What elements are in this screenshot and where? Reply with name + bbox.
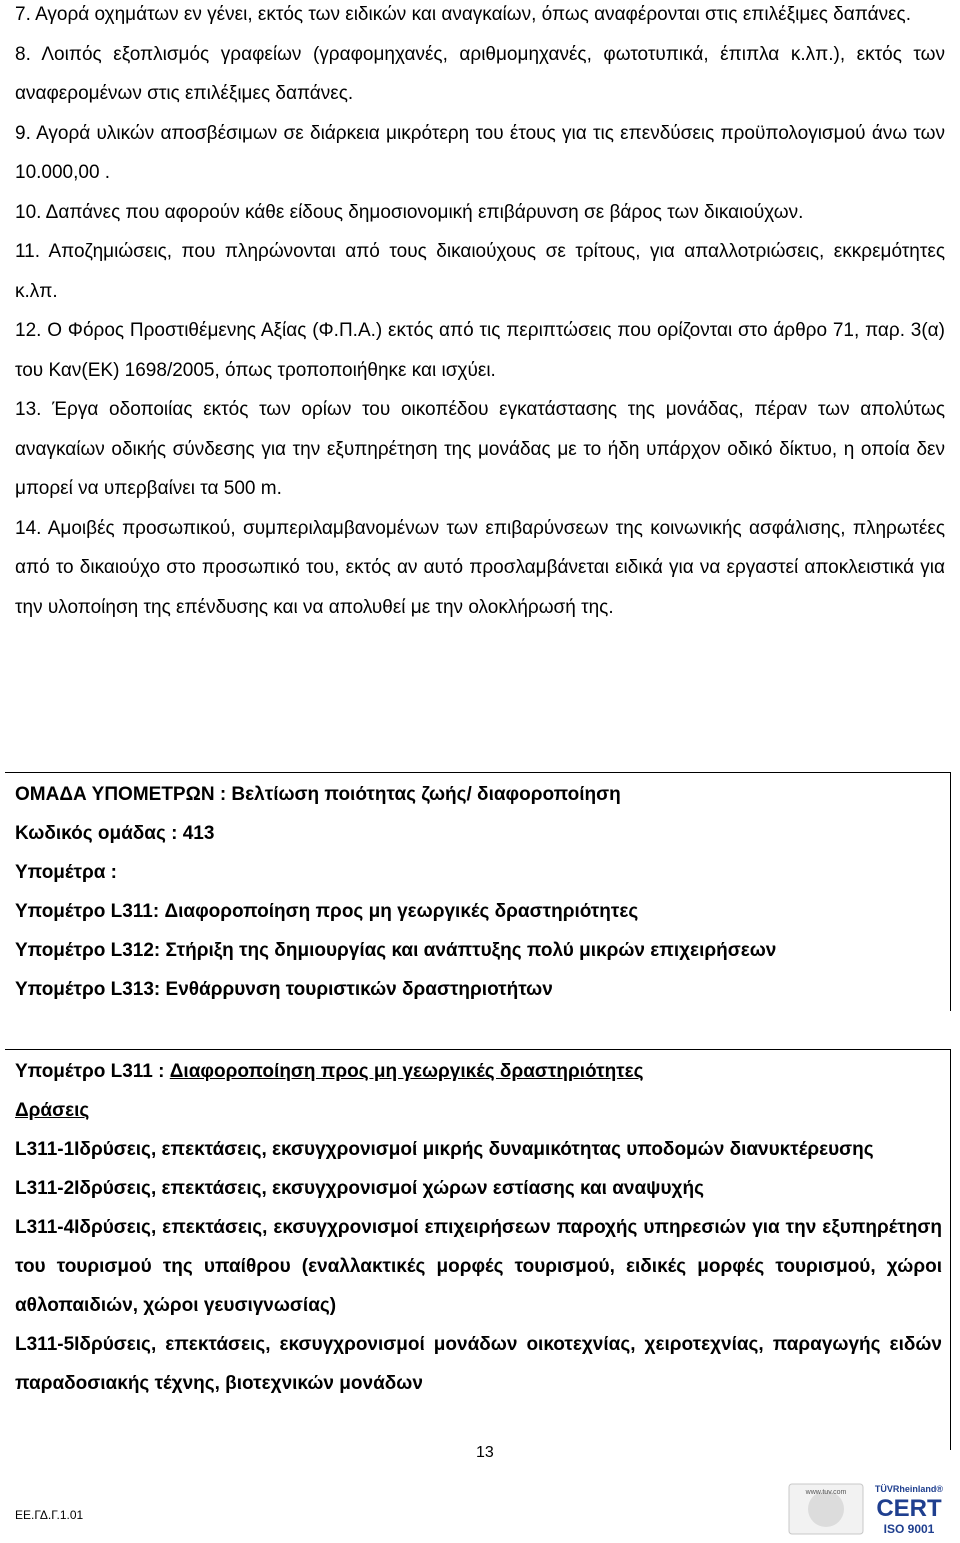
submeasure-title bbox=[15, 1052, 942, 1091]
list-item: 9. Αγορά υλικών αποσβέσιμων σε διάρκεια μικρότερη του έτους για τις επενδύσεις προϋπολογισμού άνω των 10.000,00 . bbox=[15, 122, 945, 183]
group-code: Κωδικός ομάδας : 413 bbox=[15, 823, 215, 844]
action-item: L311-2Ιδρύσεις, επεκτάσεις, εκσυγχρονισμοί χώρων εστίασης και αναψυχής bbox=[15, 1178, 704, 1199]
list-item: 10. Δαπάνες που αφορούν κάθε είδους δημοσιονομική επιβάρυνση σε βάρος των δικαιούχων. bbox=[15, 201, 804, 223]
cert-iso: ISO 9001 bbox=[883, 1522, 935, 1536]
cert-word: CERT bbox=[876, 1495, 942, 1522]
cert-brand: TÜVRheinland® bbox=[874, 1484, 944, 1494]
submeasure-title-prefix: Υπομέτρο L311 : bbox=[15, 1061, 170, 1082]
page-number: 13 bbox=[476, 1444, 494, 1461]
action-item: L311-1Ιδρύσεις, επεκτάσεις, εκσυγχρονισμοί μικρής δυναμικότητας υποδομών διανυκτέρευσης bbox=[15, 1139, 874, 1160]
list-item: 7. Αγορά οχημάτων εν γένει, εκτός των ειδικών και αναγκαίων, όπως αναφέρονται στις επιλέξιμες δαπάνες. bbox=[15, 4, 911, 25]
submeasure-item: Υπομέτρο L312: Στήριξη της δημιουργίας και ανάπτυξης πολύ μικρών επιχειρήσεων bbox=[15, 940, 777, 961]
group-box bbox=[5, 772, 951, 1011]
list-item: 14. Αμοιβές προσωπικού, συμπεριλαμβανομένων των επιβαρύνσεων της κοινωνικής ασφάλισης, πληρωτέες από το δικαιούχο στο προσωπικό του, εκτός αν αυτό προσλαμβάνεται ειδικά για να εργαστεί αποκλειστικά για την υλοποίηση της επένδυσης και να απολυθεί με την ολοκλήρωσή της. bbox=[15, 517, 945, 618]
submeasure-box bbox=[5, 1049, 951, 1450]
submeasure-title-main: Διαφοροποίηση προς μη γεωργικές δραστηριότητες bbox=[169, 1061, 644, 1082]
tuv-cert-logo bbox=[785, 1480, 955, 1538]
group-title: ΟΜΑΔΑ ΥΠΟΜΕΤΡΩΝ : Βελτίωση ποιότητας ζωής/ διαφοροποίηση bbox=[15, 784, 621, 805]
submeasure-item: Υπομέτρο L313: Ενθάρρυνση τουριστικών δραστηριοτήτων bbox=[15, 979, 553, 1000]
action-item: L311-4Ιδρύσεις, επεκτάσεις, εκσυγχρονισμοί επιχειρήσεων παροχής υπηρεσιών για την εξυπηρέτηση του τουρισμού της υπαίθρου (εναλλακτικές μορφές τουρισμού, ειδικές μορφές τουρισμού, χώροι αθλοπαιδιών, χώροι γευσιγνωσίας) bbox=[15, 1217, 942, 1316]
action-item: L311-5Ιδρύσεις, επεκτάσεις, εκσυγχρονισμοί μονάδων οικοτεχνίας, χειροτεχνίας, παραγωγής ειδών παραδοσιακής τέχνης, βιοτεχνικών μονάδων bbox=[15, 1334, 942, 1394]
cert-badge-icon bbox=[785, 1480, 955, 1538]
list-item: 13. Έργα οδοποιίας εκτός των ορίων του οικοπέδου εγκατάστασης της μονάδας, πέραν των απολύτως αναγκαίων οδικής σύνδεσης για την εξυπηρέτηση της μονάδας με το ήδη υπάρχον οδικό δίκτυο, η οποία δεν μπορεί να υπερβαίνει τα 500 m. bbox=[15, 399, 945, 499]
submeasure-item: Υπομέτρο L311: Διαφοροποίηση προς μη γεωργικές δραστηριότητες bbox=[15, 901, 639, 922]
exclusions-list bbox=[15, 0, 945, 627]
cert-url: www.tuv.com bbox=[805, 1489, 847, 1496]
submeasures-label: Υπομέτρα : bbox=[15, 862, 118, 883]
actions-label: Δράσεις bbox=[15, 1100, 90, 1121]
list-item: 11. Αποζημιώσεις, που πληρώνονται από τους δικαιούχους σε τρίτους, για απαλλοτριώσεις, εκκρεμότητες κ.λπ. bbox=[15, 241, 945, 302]
document-code: ΕΕ.ΓΔ.Γ.1.01 bbox=[15, 1508, 84, 1522]
list-item: 12. Ο Φόρος Προστιθέμενης Αξίας (Φ.Π.Α.) εκτός από τις περιπτώσεις που ορίζονται στο άρθρο 71, παρ. 3(α) του Καν(ΕΚ) 1698/2005, όπως τροποποιήθηκε και ισχύει. bbox=[15, 320, 945, 381]
list-item: 8. Λοιπός εξοπλισμός γραφείων (γραφομηχανές, αριθμομηχανές, φωτοτυπικά, έπιπλα κ.λπ.), εκτός των αναφερομένων στις επιλέξιμες δαπάνες. bbox=[15, 43, 945, 104]
